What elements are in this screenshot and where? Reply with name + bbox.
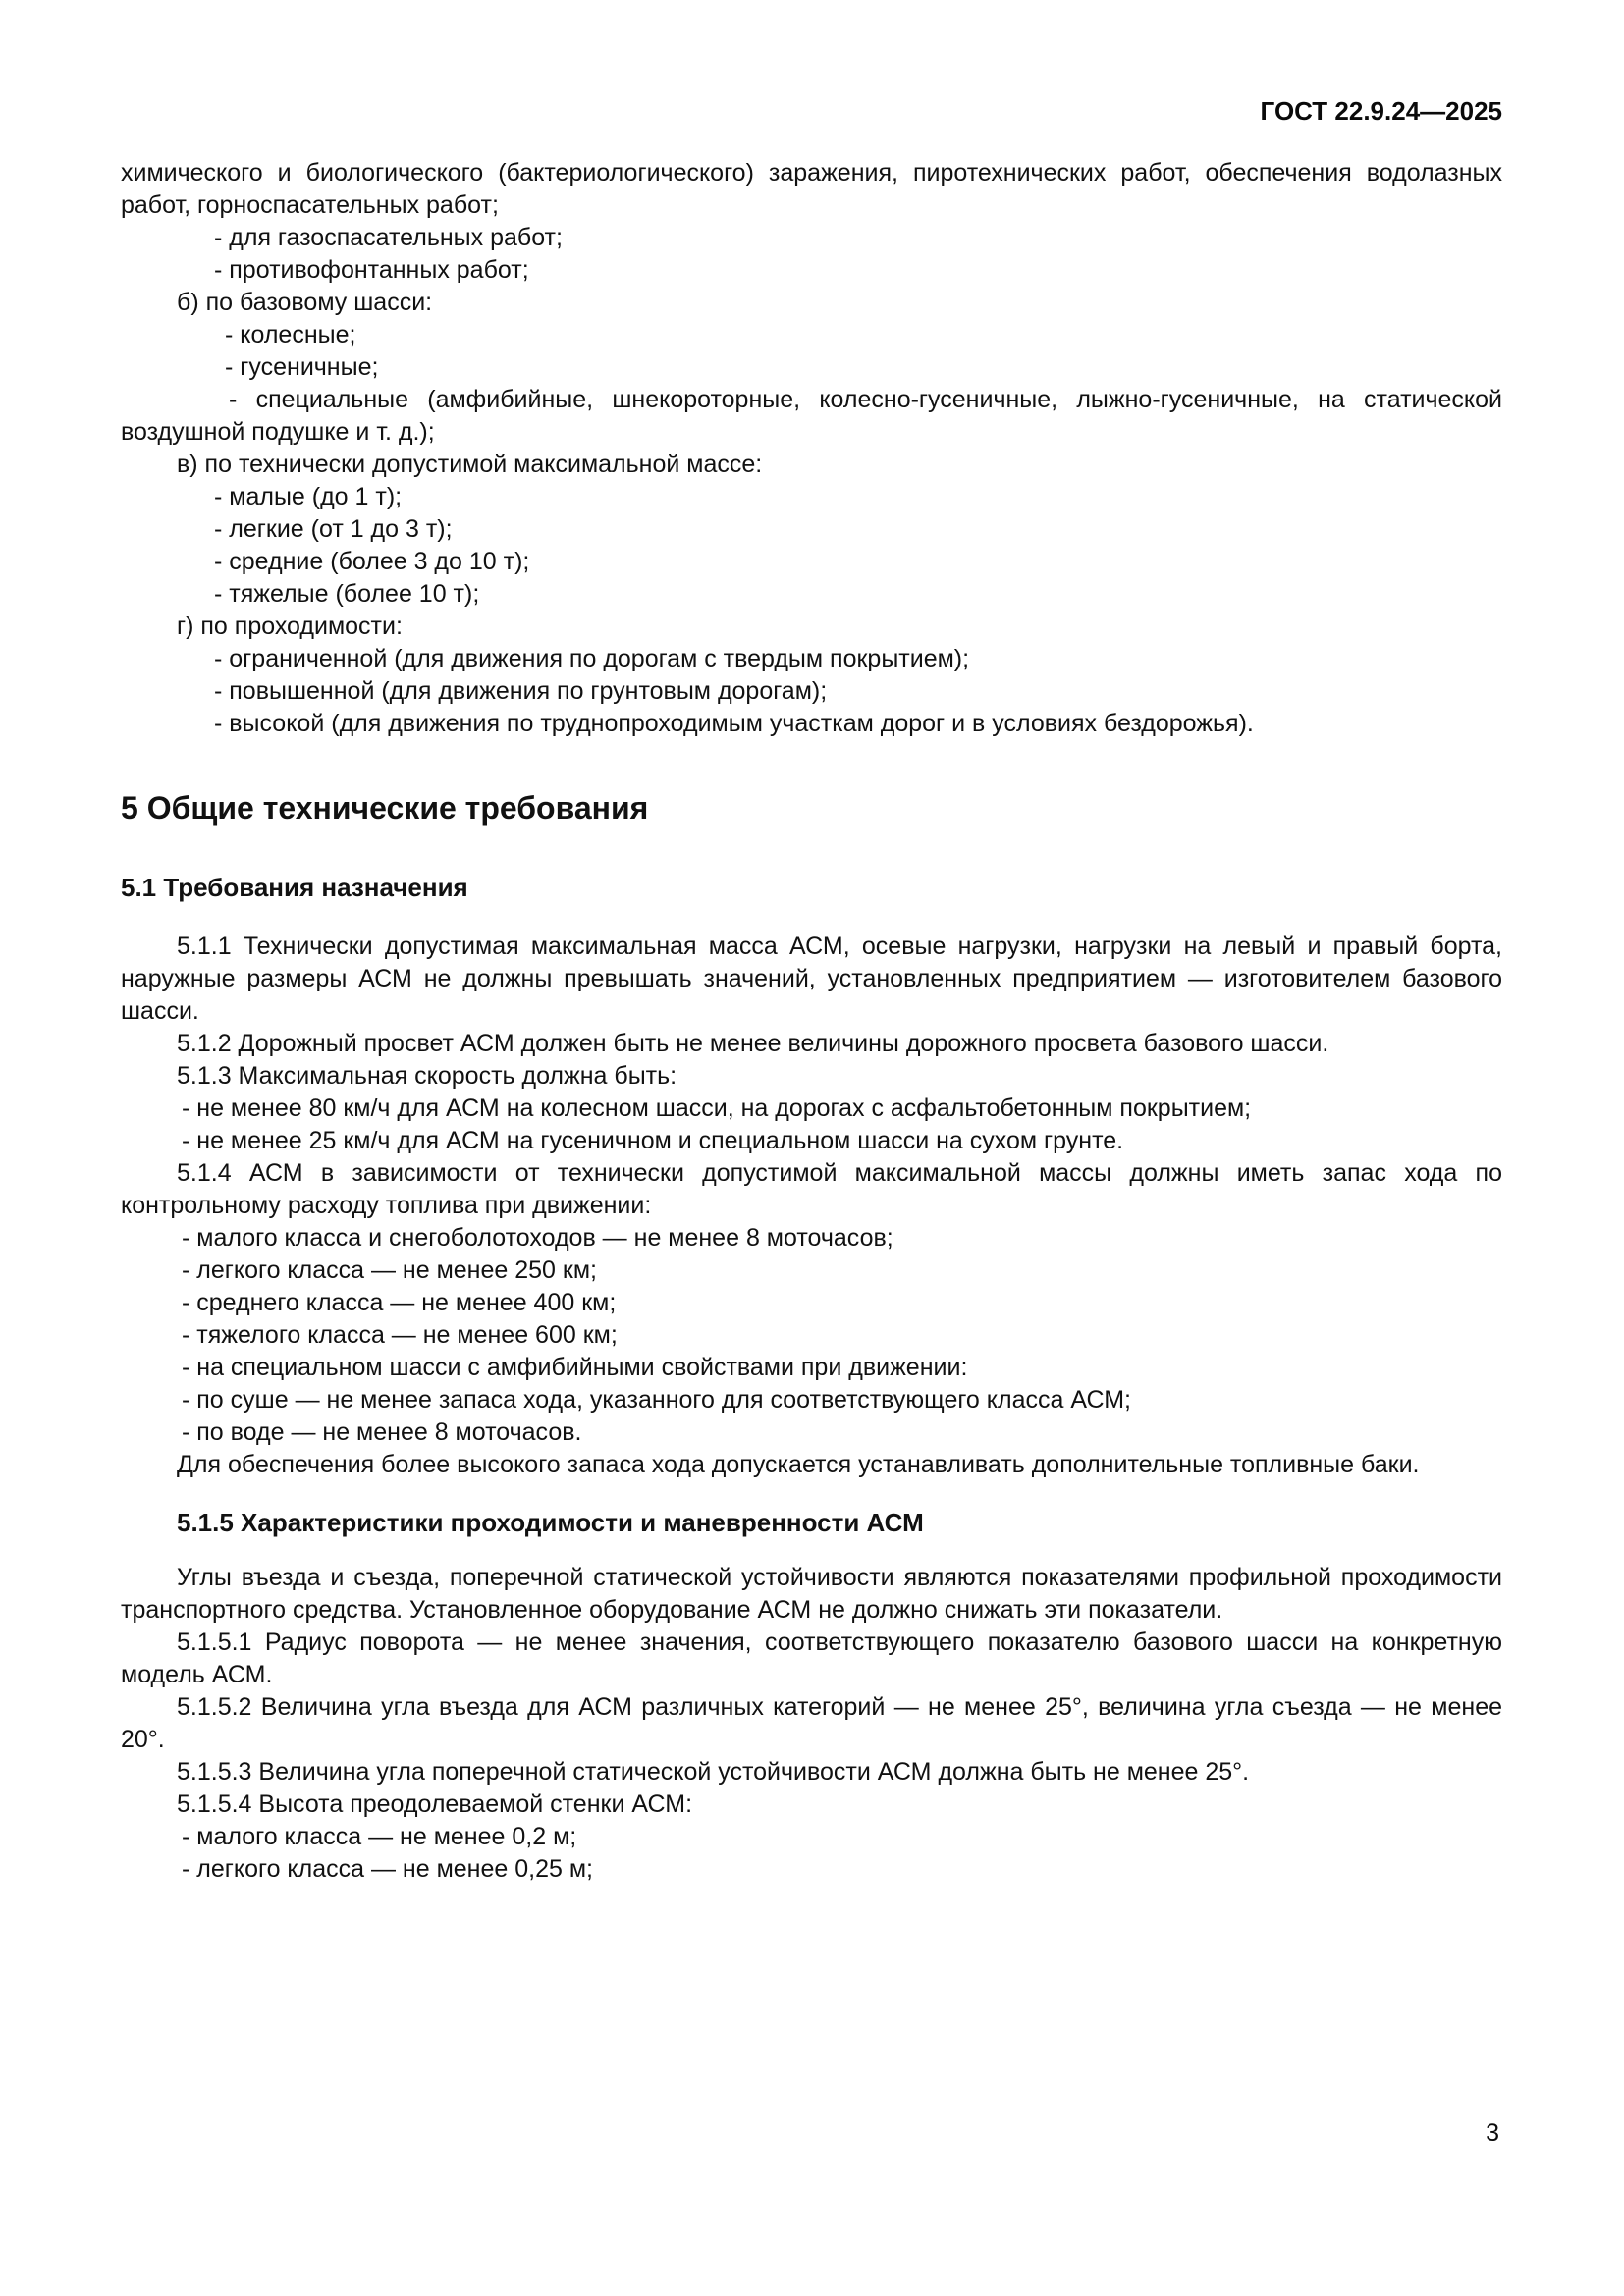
list-item: 5.1.5.4 Высота преодолеваемой стенки АСМ: [177,1790,693,1818]
section-heading: 5 Общие технические требования [121,790,649,826]
paragraph: 5.1.1 Технически допустимая максимальная масса АСМ, осевые нагрузки, нагрузки на левый и правый борта, наружные размеры АСМ не должны превышать значений, установленных предприятием — изготовителем базового шасси. [121,933,1502,1025]
list-item: - средние (более 3 до 10 т); [214,548,530,575]
list-item: - по воде — не менее 8 моточасов. [182,1418,582,1446]
list-item: - высокой (для движения по труднопроходимым участкам дорог и в условиях бездорожья). [214,710,1254,737]
page-header [121,96,1502,126]
list-item: - среднего класса — не менее 400 км; [182,1289,617,1316]
list-item: - легкого класса — не менее 0,25 м; [182,1855,593,1883]
section-heading: 5.1.5 Характеристики проходимости и маневренности АСМ [177,1508,924,1537]
list-item: г) по проходимости: [177,613,403,640]
paragraph: 5.1.5.3 Величина угла поперечной статической устойчивости АСМ должна быть не менее 25°. [177,1758,1250,1786]
list-item: - малого класса — не менее 0,2 м; [182,1823,577,1850]
paragraph: 5.1.4 АСМ в зависимости от технически допустимой максимальной массы должны иметь запас хода по контрольному расходу топлива при движении: [121,1159,1502,1219]
document-body [121,157,1502,1886]
list-item: в) по технически допустимой максимальной массе: [177,451,763,478]
list-item: 5.1.3 Максимальная скорость должна быть: [177,1062,677,1090]
list-item: - малого класса и снегоболотоходов — не менее 8 моточасов; [182,1224,893,1252]
list-item: - гусеничные; [225,353,379,381]
list-item: б) по базовому шасси: [177,289,433,316]
list-item: - не менее 80 км/ч для АСМ на колесном шасси, на дорогах с асфальтобетонным покрытием; [182,1095,1252,1122]
paragraph: - специальные (амфибийные, шнекороторные, колесно-гусеничные, лыжно-гусеничные, на статической воздушной подушке и т. д.); [121,386,1502,446]
section-heading: 5.1 Требования назначения [121,873,468,902]
list-item: - ограниченной (для движения по дорогам с твердым покрытием); [214,645,970,672]
list-item: - по суше — не менее запаса хода, указанного для соответствующего класса АСМ; [182,1386,1132,1414]
list-item: - для газоспасательных работ; [214,224,563,251]
paragraph: Для обеспечения более высокого запаса хода допускается устанавливать дополнительные топливные баки. [177,1451,1420,1478]
list-item: - повышенной (для движения по грунтовым дорогам); [214,677,828,705]
list-item: - тяжелого класса — не менее 600 км; [182,1321,618,1349]
list-item: - на специальном шасси с амфибийными свойствами при движении: [182,1354,968,1381]
paragraph: 5.1.5.1 Радиус поворота — не менее значения, соответствующего показателю базового шасси на конкретную модель АСМ. [121,1629,1502,1688]
list-item: - малые (до 1 т); [214,483,403,510]
document-code: ГОСТ 22.9.24—2025 [1260,96,1502,126]
list-item: - не менее 25 км/ч для АСМ на гусеничном и специальном шасси на сухом грунте. [182,1127,1124,1154]
paragraph: 5.1.5.2 Величина угла въезда для АСМ различных категорий — не менее 25°, величина угла съезда — не менее 20°. [121,1693,1502,1753]
list-item: - легкого класса — не менее 250 км; [182,1256,597,1284]
paragraph: 5.1.2 Дорожный просвет АСМ должен быть не менее величины дорожного просвета базового шасси. [177,1030,1329,1057]
page-footer [1486,2118,1499,2148]
list-item: - легкие (от 1 до 3 т); [214,515,453,543]
page-number: 3 [1486,2119,1499,2147]
list-item: - колесные; [225,321,356,348]
list-item: - противофонтанных работ; [214,256,529,284]
paragraph: Углы въезда и съезда, поперечной статической устойчивости являются показателями профильной проходимости транспортного средства. Установленное оборудование АСМ не должно снижать эти показатели. [121,1564,1502,1624]
list-item: - тяжелые (более 10 т); [214,580,480,608]
paragraph: химического и биологического (бактериологического) заражения, пиротехнических работ, обеспечения водолазных работ, горноспасательных работ; [121,159,1502,219]
